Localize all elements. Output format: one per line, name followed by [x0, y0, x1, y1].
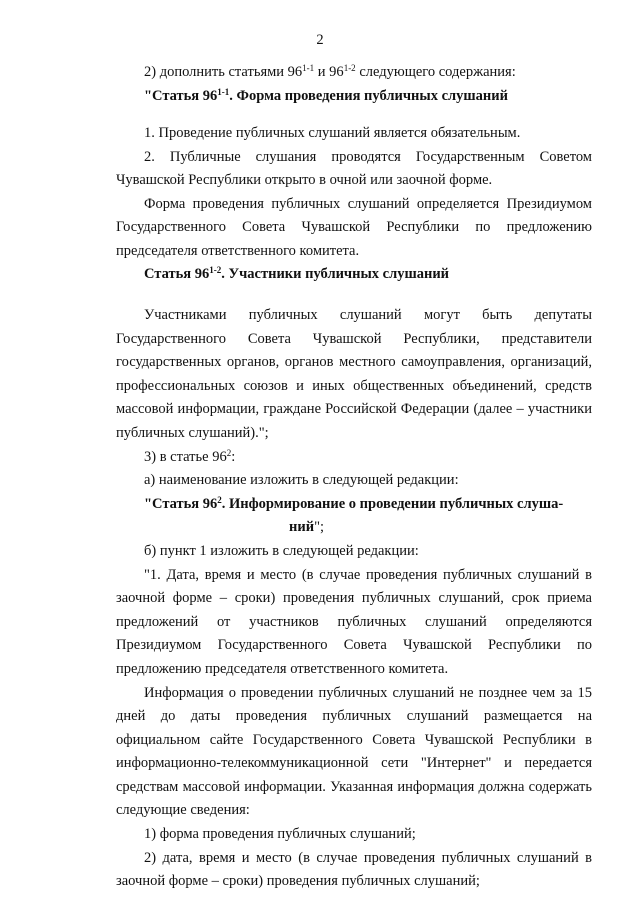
article-2-body — [116, 304, 592, 894]
paragraph: 3) в статье $96^2$: — [144, 447, 236, 465]
paragraph: 1) форма проведения публичных слушаний; — [144, 826, 416, 843]
paragraph: 2) дата, время и место (в случае проведения публичных слушаний в заочной форме – сроки) проведения публичных слушаний; — [116, 849, 592, 890]
page-number: 2 — [316, 32, 324, 48]
paragraph: "1. Дата, время и место (в случае проведения публичных слушаний в заочной форме – сроки) проведения публичных слушаний, срок приема предложений от участников публичных слушаний определяются Президиумом Государственного Совета Чувашской Республики по предложению председателя ответственного комитета. — [116, 566, 592, 677]
article-heading-1: "Статья 96$^{1-1}$. Форма проведения публичных слушаний — [144, 86, 508, 104]
paragraph: 2. Публичные слушания проводятся Государственным Советом Чувашской Республики открыто в очной или заочной форме. — [116, 148, 592, 189]
amendment-intro: 2) дополнить статьями 96$^{1-1}$ и 96$^{1-2}$ следующего содержания: "Статья 96$^{1-1}$. Форма проведения публичных слушаний — [116, 61, 592, 108]
article-heading-2: Статья 96$^{1-2}$. Участники публичных слушаний — [144, 265, 450, 282]
paragraph: Форма проведения публичных слушаний определяется Президиумом Государственного Совета Чувашской Республики по предложению председателя ответственного комитета. — [116, 195, 592, 259]
article-heading-3: "Статья $96^2$. Информирование о проведении публичных слуша- ний"; — [144, 494, 564, 536]
article-1-body — [116, 122, 592, 264]
paragraph: Информация о проведении публичных слушаний не позднее чем за 15 дней до даты проведения публичных слушаний размещается на официальном сайте Государственного Совета Чувашской Республики в информационно-телекоммуникационной сети "Интернет" и передается средствам массовой информации. Указанная информация должна содержать следующие сведения: — [116, 684, 592, 819]
paragraph: б) пункт 1 изложить в следующей редакции: — [144, 542, 419, 559]
paragraph: а) наименование изложить в следующей редакции: — [144, 472, 459, 489]
paragraph: 1. Проведение публичных слушаний является обязательным. — [144, 125, 521, 141]
paragraph: Участниками публичных слушаний могут быть депутаты Государственного Совета Чувашской Республики, представители государственных органов, органов местного самоуправления, организаций, профессиональных союзов и иных общественных объединений, средств массовой информации, граждане Российской Федерации (далее – участники публичных слушаний)."; — [116, 307, 592, 441]
